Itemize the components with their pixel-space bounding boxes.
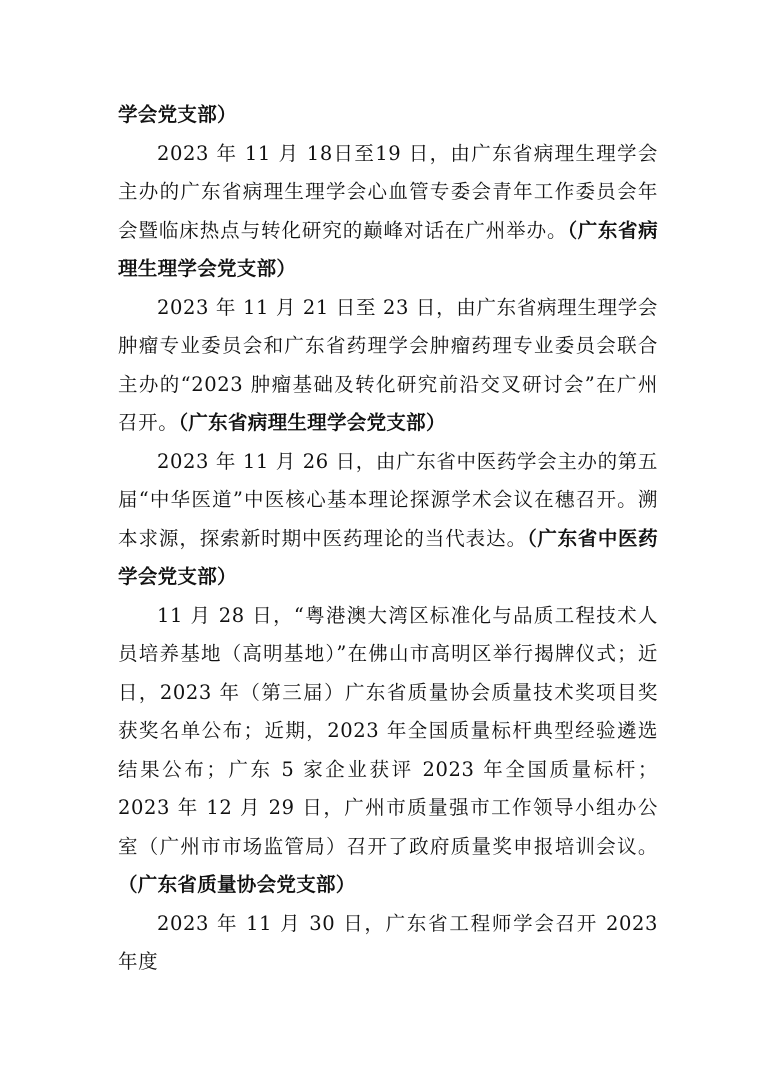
org-attribution: （广东省中医药学会党支部）	[118, 526, 658, 588]
org-attribution: （广东省病理生理学会党支部）	[118, 218, 658, 280]
paragraph-continuation	[118, 96, 658, 135]
paragraph-text: 2023 年 11 月 18日至19 日，由广东省病理生理学会主办的广东省病理生理学会心血管专委会青年工作委员会年会暨临床热点与转化研究的巅峰对话在广州举办。	[118, 141, 658, 242]
paragraph-pathophysiology-cardiovascular	[118, 135, 658, 289]
org-attribution: （广东省病理生理学会党支部）	[178, 411, 446, 434]
paragraph-quality-association	[118, 597, 658, 905]
paragraph-tumor-symposium	[118, 289, 658, 443]
document-page	[118, 96, 658, 982]
paragraph-tcm-conference	[118, 443, 658, 597]
paragraph-text: 11 月 28 日，“粤港澳大湾区标准化与品质工程技术人员培养基地（高明基地）”在佛山市高明区举行揭牌仪式；近日，2023 年（第三届）广东省质量协会质量技术奖项目奖获奖名单公布；近期，2023 年全国质量标杆典型经验遴选结果公布；广东 5 家企业获评 2023 年全国质量标杆；2023 年 12 月 29 日，广州市质量强市工作领导小组办公室（广州市市场监管局）召开了政府质量奖申报培训会议。	[118, 603, 658, 858]
paragraph-text: 2023 年 11 月 30 日，广东省工程师学会召开 2023 年度	[118, 911, 658, 973]
org-attribution: （广东省质量协会党支部）	[118, 873, 356, 896]
paragraph-engineers-society	[118, 905, 658, 982]
paragraph-text: 2023 年 11 月 21 日至 23 日，由广东省病理生理学会肿瘤专业委员会和广东省药理学会肿瘤药理专业委员会联合主办的“2023 肿瘤基础及转化研究前沿交叉研讨会”在广州召开。	[118, 295, 658, 434]
paragraph-text: 2023 年 11 月 26 日，由广东省中医药学会主办的第五届“中华医道”中医核心基本理论探源学术会议在穗召开。溯本求源，探索新时期中医药理论的当代表达。	[118, 449, 658, 550]
org-attribution: 学会党支部）	[118, 103, 237, 126]
